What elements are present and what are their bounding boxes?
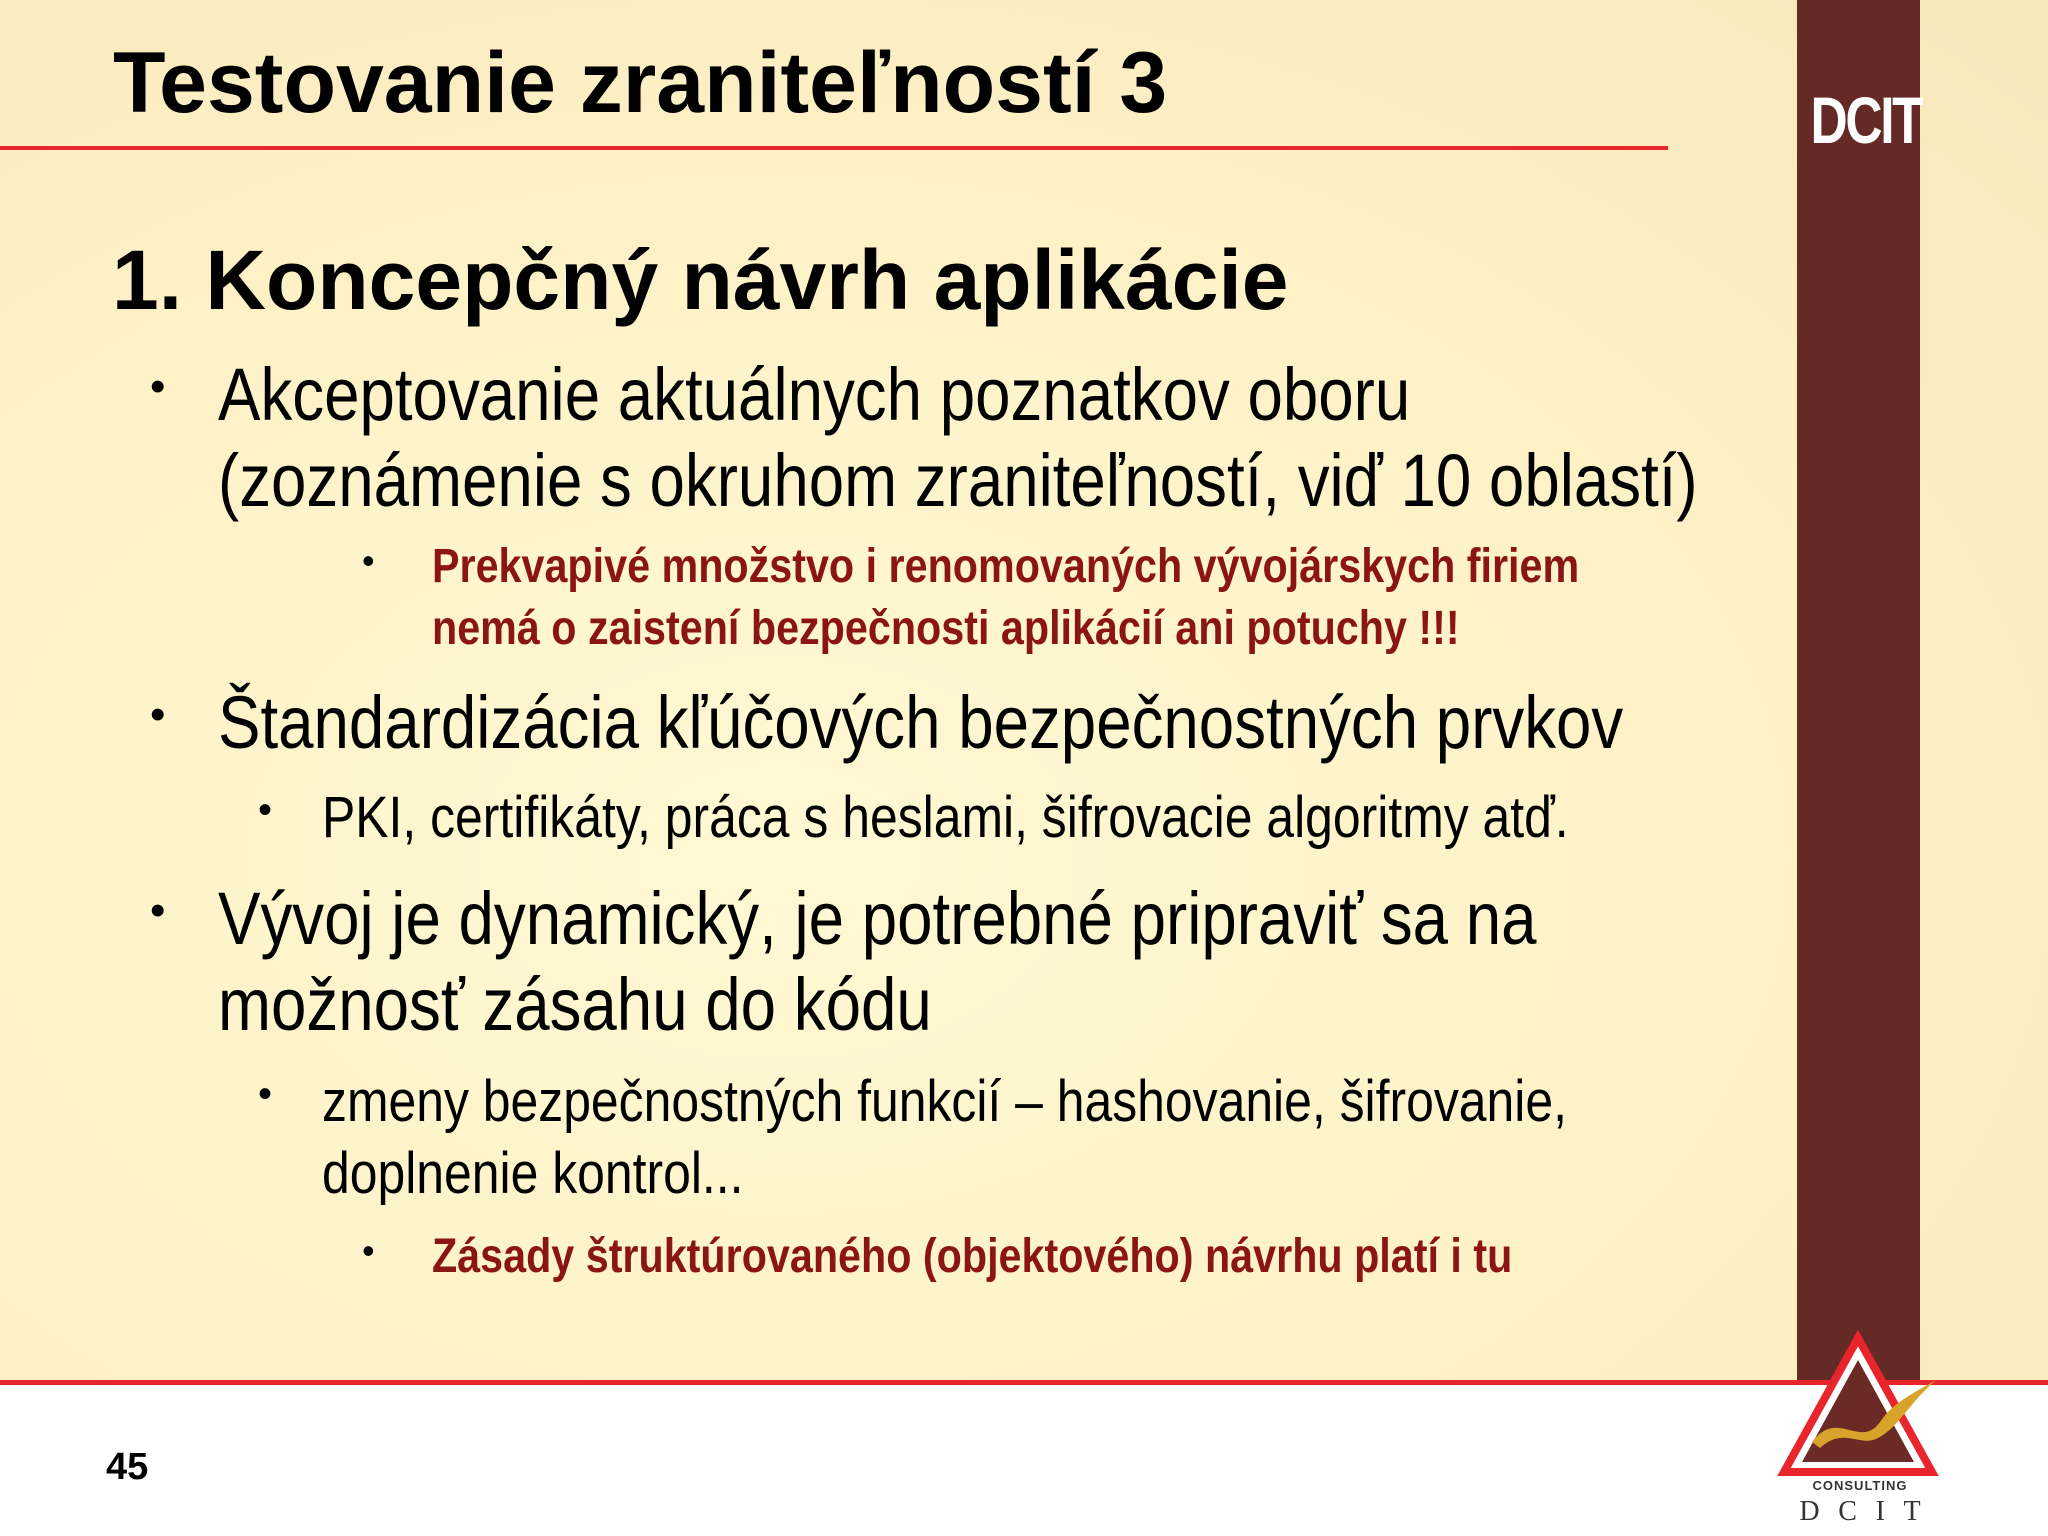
list-item-text: Zásady štruktúrovaného (objektového) návrhu platí i tu <box>432 1230 1513 1283</box>
slide-title: Testovanie zraniteľností 3 <box>113 35 1168 131</box>
logo-letters <box>1790 1496 1930 1528</box>
list-item-text: možnosť zásahu do kódu <box>218 963 932 1046</box>
logo-letter: I <box>1875 1496 1885 1527</box>
bullet-icon: • <box>150 690 166 739</box>
list-item-text: zmeny bezpečnostných funkcií – hashovanie, šifrovanie, <box>322 1069 1567 1134</box>
bullet-icon: • <box>150 886 166 935</box>
list-item-text: (zoznámenie s okruhom zraniteľností, viď 10 oblastí) <box>218 439 1698 522</box>
bullet-icon: • <box>362 540 375 581</box>
bullet-icon: • <box>150 362 166 411</box>
footer-divider <box>0 1380 2048 1385</box>
list-item-text: Prekvapivé množstvo i renomovaných vývojárskych firiem <box>432 540 1580 593</box>
list-item-text: nemá o zaistení bezpečnosti aplikácií ani potuchy !!! <box>432 602 1460 655</box>
list-item-text: Akceptovanie aktuálnych poznatkov oboru <box>218 353 1411 436</box>
bullet-icon: • <box>258 788 273 832</box>
logo-letter: T <box>1903 1496 1921 1527</box>
title-divider <box>0 146 1668 150</box>
logo-caption: CONSULTING <box>1812 1478 1908 1493</box>
side-logo-text: DCIT <box>1810 83 1922 157</box>
logo-letter: D <box>1799 1496 1820 1527</box>
section-heading: 1. Koncepčný návrh aplikácie <box>112 233 1289 327</box>
bullet-icon: • <box>258 1072 273 1116</box>
list-item-text: Štandardizácia kľúčových bezpečnostných prvkov <box>218 681 1624 764</box>
page-number: 45 <box>106 1446 149 1488</box>
bullet-icon: • <box>362 1230 375 1271</box>
logo-letter: C <box>1838 1496 1857 1527</box>
list-item-text: doplnenie kontrol... <box>322 1141 744 1206</box>
list-item-text: PKI, certifikáty, práca s heslami, šifrovacie algoritmy atď. <box>322 785 1569 850</box>
list-item-text: Vývoj je dynamický, je potrebné pripraviť sa na <box>218 877 1537 960</box>
